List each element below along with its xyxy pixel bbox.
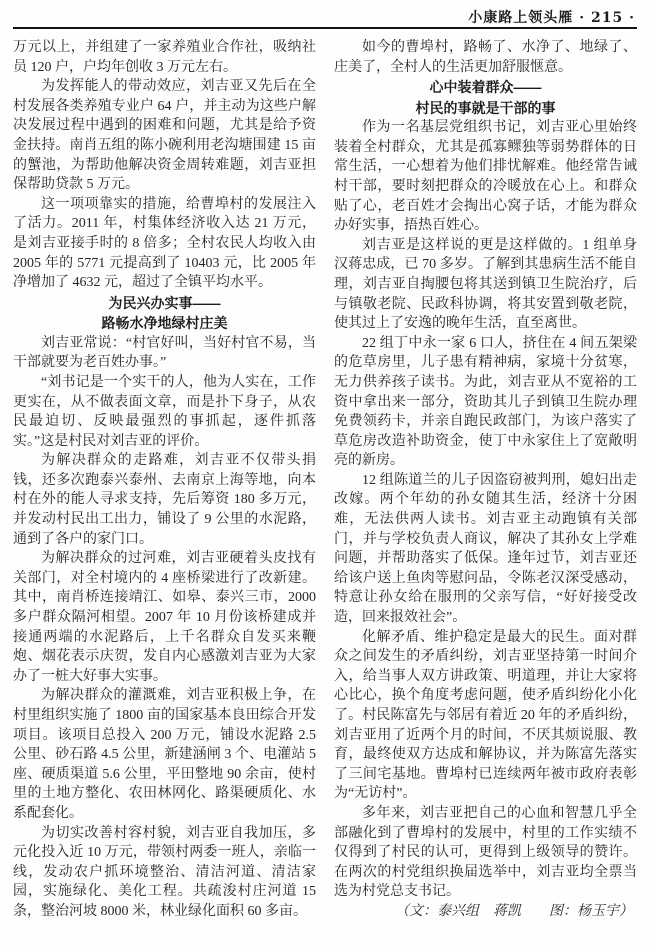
body-paragraph: 如今的曹埠村，路畅了、水净了、地绿了、庄美了，全村人的生活更加舒服惬意。 [334, 40, 637, 75]
section-heading-line: 路畅水净地绿村庄美 [101, 315, 228, 332]
body-paragraph: 万元以上，并组建了一家养殖业合作社，吸纳社员 120 户，户均年创收 3 万元左右。 [13, 40, 316, 75]
body-paragraph: 刘吉亚是这样说的更是这样做的。1 组单身汉蒋忠成，已 70 多岁。了解到其患病生活不能自理，刘吉亚自掏腰包将其送到镇卫生院治疗，后与镇敬老院、民政科协调，将其安置到敬老院，使其过上了安逸的晚年生活，直至离世。 [334, 237, 637, 332]
right-column [334, 38, 637, 922]
body-paragraph: 这一项项靠实的措施，给曹埠村的发展注入了活力。2011 年，村集体经济收入达 21 万元，是刘吉亚接手时的 8 倍多；全村农民人均收入由 2005 年的 5771 元提高到了 10403 元，比 2005 年净增加了 4632 元，超过了全镇平均水平。 [13, 196, 316, 291]
body-paragraph: 化解矛盾、维护稳定是最大的民生。面对群众之间发生的矛盾纠纷，刘吉亚坚持第一时间介入，给当事人双方讲政策、明道理，并让大家将心比心，换个角度考虑问题，使矛盾纠纷化小化了。村民陈富先与邻居有着近 20 年的矛盾纠纷，刘吉亚用了近两个月的时间，不厌其烦说服、教育，最终使双方达成和解协议，并为陈富先落实了三间宅基地。曹埠村已连续两年被市政府表彰为“无访村”。 [334, 629, 637, 802]
body-paragraph: 为解决群众的走路难，刘吉亚不仅带头捐钱，还多次跑泰兴泰州、去南京上海等地，向本村在外的能人寻求支持，先后筹资 180 多万元，并发动村民出工出力，铺设了 9 公里的水泥路，通到了各户的家门口。 [13, 453, 316, 547]
text-columns [13, 38, 637, 922]
section-heading-line: 为民兴办实事—— [108, 294, 221, 311]
running-title: 小康路上领头雁 [468, 9, 574, 25]
body-paragraph: 为发挥能人的带动效应，刘吉亚又先后在全村发展各类养殖专业户 64 户，并主动为这些户解决发展过程中遇到的困难和问题，尤其是给予资金扶持。南肖五组的陈小碗利用老沟塘围建 15 亩的蟹池，为帮助他解决资金周转难题，刘吉亚担保帮助贷款 5 万元。 [13, 79, 316, 193]
body-paragraph: 为解决群众的过河难，刘吉亚硬着头皮找有关部门，对全村境内的 4 座桥梁进行了改新建。其中，南肖桥连接靖江、如皋、泰兴三市，2000 多户群众隔河相望。2007 年 10 月份该桥建成并接通两端的水泥路后，上千名群众自发买来鞭炮、烟花表示庆贺，发自内心感激刘吉亚为大家办了一桩大好事大实事。 [13, 551, 316, 684]
section-heading-line: 心中装着群众—— [429, 79, 542, 96]
body-paragraph: 为切实改善村容村貌，刘吉亚自我加压，多元化投入近 10 万元，带领村两委一班人，亲临一线，发动农户抓环境整治、清洁河道、清洁家园，实施绿化、美化工程。共疏浚村庄河道 15 条，整治河坡 8000 米，林业绿化面积 60 多亩。 [13, 825, 316, 919]
page-header [13, 7, 635, 27]
section-heading-line: 村民的事就是干部的事 [415, 99, 556, 116]
body-paragraph: 作为一名基层党组织书记，刘吉亚心里始终装着全村群众，尤其是孤寡鳏独等弱势群体的日常生活，一心想着为他们排忧解难。他经常告诫村干部，要时刻把群众的冷暖放在心上。和群众贴了心，老百姓才会掏出心窝子话，才能为群众办好实事，捂热百姓心。 [334, 120, 637, 234]
byline-attribution: （文：泰兴组 蒋凯 图：杨玉宇） [395, 903, 633, 919]
left-column [13, 38, 316, 922]
body-paragraph: 为解决群众的灌溉难，刘吉亚积极上争，在村里组织实施了 1800 亩的国家基本良田综合开发项目。该项目总投入 200 万元，铺设水泥路 2.5 公里、砂石路 4.5 公里，新建涵闸 3 个、电灌站 5 座、硬质渠道 5.6 公里，平田整地 90 余亩，使村里的土地方整化、农田林网化、路渠硬质化、水系配套化。 [13, 688, 316, 821]
body-paragraph: 22 组丁中永一家 6 口人，挤住在 4 间五架梁的危草房里，儿子患有精神病，家境十分贫寒，无力供养孩子读书。为此，刘吉亚从不宽裕的工资中拿出来一部分，资助其儿子到镇卫生院办理免费领药卡，并亲自跑民政部门，为该户落实了草危房改造补助资金，使丁中永家住上了宽敞明亮的新房。 [334, 335, 637, 469]
body-paragraph: 12 组陈道兰的儿子因盗窃被判刑，媳妇出走改嫁。两个年幼的孙女随其生活，经济十分困难，无法供两人读书。刘吉亚主动跑镇有关部门，并与学校负责人商议，解决了其孙女上学难问题，并帮助落实了低保。逢年过节，刘吉亚还给该户送上鱼肉等慰问品，令陈老汉深受感动，特意让孙女给在服刑的父亲写信，“好好接受改造，回来报效社会”。 [334, 472, 637, 626]
body-paragraph: 多年来，刘吉亚把自己的心血和智慧几乎全部融化到了曹埠村的发展中，村里的工作实绩不仅得到了村民的认可，更得到上级领导的赞许。在两次的村党组织换届选举中，刘吉亚均全票当选为村党总支书记。 [334, 805, 637, 900]
body-paragraph: “刘书记是一个实干的人，他为人实在，工作更实在，从不做表面文章，而是扑下身子，从农民最迫切、反映最强烈的事抓起，逐件抓落实。”这是村民对刘吉亚的评价。 [13, 374, 316, 449]
body-paragraph: 刘吉亚常说：“村官好叫，当好村官不易，当干部就要为老百姓办事。” [13, 335, 316, 371]
header-rule [13, 27, 637, 29]
page-number: · 215 · [579, 10, 635, 26]
